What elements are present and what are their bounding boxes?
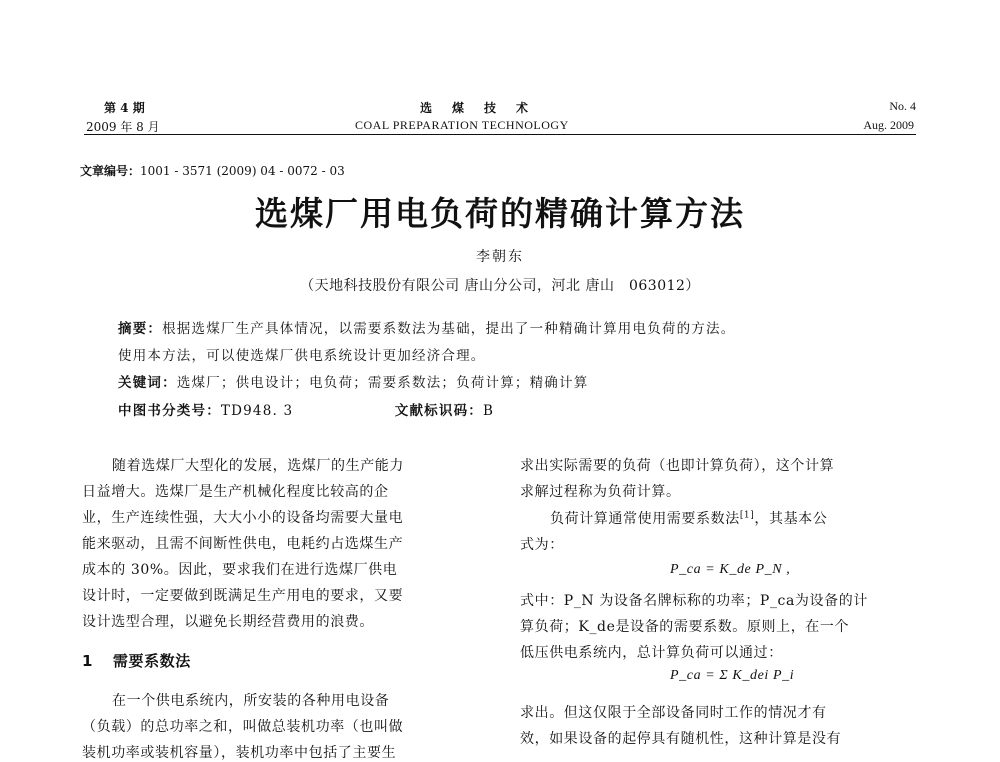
body-line: 设计选型合理，以避免长期经营费用的浪费。 [82, 614, 374, 630]
doc-code-label: 文献标识码： [394, 403, 483, 419]
classification [118, 399, 494, 419]
body-line: 求出。但这仅限于全部设备同时工作的情况才有 [520, 705, 827, 721]
header-rule [84, 134, 916, 135]
body-line: 能来驱动，且需不间断性供电，电耗约占选煤生产 [82, 536, 404, 552]
doc-code-value: B [482, 403, 495, 419]
body-line [550, 508, 827, 528]
section-heading [82, 650, 191, 671]
article-id [80, 162, 345, 179]
section-title: 需要系数法 [112, 652, 191, 670]
classification-value: TD948. 3 [220, 403, 294, 419]
paper-title: 选煤厂用电负荷的精确计算方法 [255, 194, 745, 233]
issue-date: 2009 年 8 月 [86, 120, 160, 134]
abstract-text-1: 根据选煤厂生产具体情况，以需要系数法为基础，提出了一种精确计算用电负荷的方法。 [162, 321, 736, 337]
keywords-label: 关键词： [118, 375, 177, 391]
classification-label: 中图书分类号： [118, 403, 221, 419]
issue-number-en: No. 4 [889, 99, 916, 113]
body-line: 随着选煤厂大型化的发展，选煤厂的生产能力 [112, 458, 404, 474]
body-line: （负载）的总功率之和，叫做总装机功率（也叫做 [82, 719, 404, 735]
issue-number: 第 4 期 [104, 101, 145, 115]
abstract-label: 摘要： [118, 321, 163, 337]
body-line: 在一个供电系统内，所安装的各种用电设备 [112, 693, 390, 709]
equation-2: P_ca = Σ K_dei P_i [670, 668, 795, 683]
body-text: 负荷计算通常使用需要系数法 [550, 511, 740, 527]
affiliation: （天地科技股份有限公司 唐山分公司，河北 唐山 063012） [300, 278, 700, 294]
article-id-label: 文章编号： [80, 164, 141, 178]
author: 李朝东 [476, 249, 524, 265]
equation-1: P_ca = K_de P_N , [670, 562, 791, 577]
body-line: 成本的 30%。因此，要求我们在进行选煤厂供电 [82, 562, 398, 578]
article-id-value: 1001 - 3571 (2009) 04 - 0072 - 03 [140, 164, 345, 178]
body-line: 求解过程称为负荷计算。 [520, 484, 681, 500]
citation-ref: [1] [739, 510, 755, 521]
body-line: 式中：P_N 为设备名牌标称的功率；P_ca为设备的计 [520, 593, 868, 609]
keywords-text: 选煤厂；供电设计；电负荷；需要系数法；负荷计算；精确计算 [176, 375, 589, 391]
issue-date-en: Aug. 2009 [863, 118, 914, 132]
section-number: 1 [82, 652, 94, 670]
body-line: 设计时，一定要做到既满足生产用电的要求，又要 [82, 588, 404, 604]
body-text: ，其基本公 [754, 511, 828, 527]
body-line: 算负荷；K_de是设备的需要系数。原则上，在一个 [520, 619, 850, 635]
body-line: 业，生产连续性强，大大小小的设备均需要大量电 [82, 510, 404, 526]
body-line: 效，如果设备的起停具有随机性，这种计算是没有 [520, 731, 842, 747]
body-line: 装机功率或装机容量），装机功率中包括了主要生 [82, 745, 397, 761]
abstract-line-1 [118, 317, 735, 337]
body-line: 低压供电系统内，总计算负荷可以通过： [520, 645, 783, 661]
body-line: 式为： [520, 537, 564, 553]
journal-name-en: COAL PREPARATION TECHNOLOGY [355, 118, 569, 132]
journal-name-cn: 选煤技术 [420, 101, 549, 115]
body-line: 求出实际需要的负荷（也即计算负荷），这个计算 [520, 458, 835, 474]
keywords [118, 371, 588, 391]
body-line: 日益增大。选煤厂是生产机械化程度比较高的企 [82, 484, 389, 500]
abstract-line-2: 使用本方法，可以使选煤厂供电系统设计更加经济合理。 [118, 348, 486, 364]
